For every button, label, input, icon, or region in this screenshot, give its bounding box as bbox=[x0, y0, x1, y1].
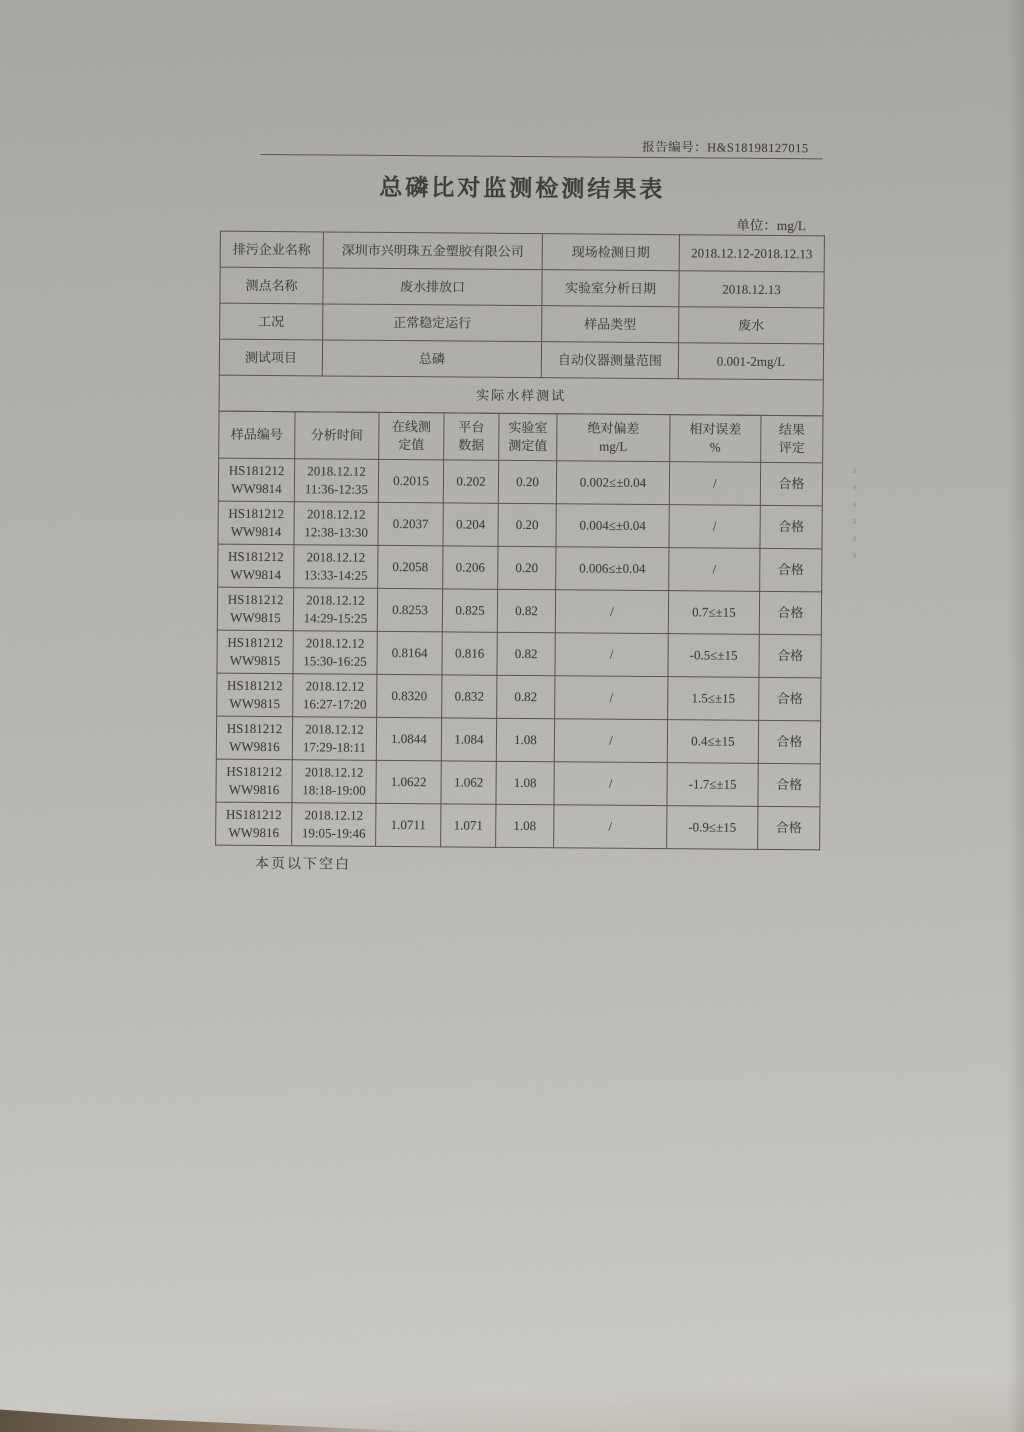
result-cell: -0.5≤±15 bbox=[668, 634, 759, 678]
result-cell: 0.82 bbox=[497, 589, 555, 632]
result-cell: 0.2015 bbox=[378, 459, 443, 503]
result-cell: 合格 bbox=[759, 634, 821, 677]
result-row bbox=[216, 802, 820, 850]
result-row bbox=[216, 759, 820, 807]
result-cell: 0.8164 bbox=[377, 631, 442, 675]
info-label: 排污企业名称 bbox=[220, 231, 323, 268]
result-cell: HS181212 WW9815 bbox=[217, 587, 293, 631]
result-cell: 0.20 bbox=[498, 546, 556, 589]
column-header: 分析时间 bbox=[295, 412, 379, 460]
column-header: 绝对偏差 mg/L bbox=[557, 414, 670, 462]
result-cell: 0.202 bbox=[443, 460, 498, 503]
info-label: 测点名称 bbox=[220, 267, 323, 304]
info-label: 测试项目 bbox=[219, 339, 322, 376]
result-cell: 合格 bbox=[758, 806, 820, 849]
column-header: 实验室 测定值 bbox=[499, 413, 557, 460]
result-row bbox=[218, 458, 822, 506]
result-cell: 0.004≤±0.04 bbox=[556, 504, 669, 548]
result-cell: 0.816 bbox=[442, 632, 497, 675]
info-value: 废水排放口 bbox=[323, 268, 542, 306]
result-cell: 0.002≤±0.04 bbox=[556, 461, 669, 505]
result-cell: 0.2037 bbox=[378, 502, 443, 546]
result-cell: 0.82 bbox=[497, 632, 555, 675]
result-cell: 0.832 bbox=[442, 675, 497, 718]
tables-container bbox=[215, 231, 824, 851]
result-cell: 1.071 bbox=[441, 804, 496, 847]
report-number: H&S18198127015 bbox=[707, 140, 809, 156]
info-label: 样品类型 bbox=[542, 306, 679, 343]
footer-note: 本页以下空白 bbox=[254, 856, 352, 873]
result-cell: 2018.12.12 11:36-12:35 bbox=[294, 459, 378, 503]
results-table bbox=[215, 411, 823, 851]
result-cell: 2018.12.12 15:30-16:25 bbox=[293, 631, 377, 675]
report-number-label: 报告编号： bbox=[642, 139, 708, 155]
result-cell: 2018.12.12 13:33-14:25 bbox=[294, 545, 378, 589]
result-cell: 1.08 bbox=[496, 761, 554, 804]
info-value: 总磷 bbox=[322, 340, 541, 378]
result-cell: 1.0711 bbox=[376, 803, 441, 847]
result-row bbox=[218, 501, 822, 549]
section-band-row bbox=[219, 375, 823, 416]
info-value: 正常稳定运行 bbox=[323, 304, 542, 342]
header-rule bbox=[261, 134, 823, 159]
result-cell: HS181212 WW9815 bbox=[217, 630, 293, 674]
info-label: 自动仪器测量范围 bbox=[541, 342, 678, 379]
unit-label: 单位：mg/L bbox=[736, 217, 807, 234]
result-cell: 0.20 bbox=[498, 460, 556, 503]
result-cell: / bbox=[555, 590, 668, 634]
result-cell: 0.2058 bbox=[378, 545, 443, 589]
column-header: 结果 评定 bbox=[761, 415, 823, 462]
result-cell: / bbox=[555, 633, 668, 677]
result-cell: 0.8320 bbox=[377, 674, 442, 718]
result-cell: 1.0622 bbox=[376, 760, 441, 804]
result-cell: 合格 bbox=[759, 677, 821, 720]
result-cell: 1.08 bbox=[496, 718, 554, 761]
info-label: 实验室分析日期 bbox=[542, 270, 679, 307]
result-cell: -0.9≤±15 bbox=[667, 806, 758, 850]
info-value: 2018.12.12-2018.12.13 bbox=[679, 235, 824, 272]
info-row bbox=[220, 303, 824, 344]
info-value: 2018.12.13 bbox=[679, 271, 824, 308]
results-header-row bbox=[219, 411, 823, 463]
result-cell: 2018.12.12 18:18-19:00 bbox=[292, 760, 376, 804]
result-cell: 0.206 bbox=[443, 546, 498, 589]
info-row bbox=[220, 267, 824, 308]
result-cell: 合格 bbox=[760, 505, 822, 548]
result-cell: 合格 bbox=[759, 591, 821, 634]
result-cell: / bbox=[555, 676, 668, 720]
result-cell: 0.7≤±15 bbox=[668, 591, 759, 635]
result-cell: 0.4≤±15 bbox=[667, 720, 758, 764]
result-row bbox=[217, 673, 821, 721]
result-cell: / bbox=[669, 505, 760, 549]
result-cell: 1.0844 bbox=[376, 717, 441, 761]
result-cell: 0.006≤±0.04 bbox=[556, 547, 669, 591]
result-cell: HS181212 WW9816 bbox=[216, 716, 292, 760]
result-cell: 0.82 bbox=[497, 675, 555, 718]
result-cell: 1.08 bbox=[496, 804, 554, 847]
result-cell: 1.062 bbox=[441, 761, 496, 804]
info-value: 0.001-2mg/L bbox=[678, 343, 823, 380]
results-body bbox=[216, 458, 823, 850]
result-cell: / bbox=[669, 548, 760, 592]
info-value: 废水 bbox=[679, 307, 824, 344]
result-cell: / bbox=[554, 805, 667, 849]
result-cell: 2018.12.12 19:05-19:46 bbox=[292, 803, 376, 847]
result-cell: / bbox=[669, 462, 760, 506]
result-cell: 合格 bbox=[760, 548, 822, 591]
result-cell: HS181212 WW9814 bbox=[218, 458, 294, 502]
column-header: 样品编号 bbox=[219, 411, 295, 459]
column-header: 平台 数据 bbox=[444, 413, 499, 460]
info-value: 深圳市兴明珠五金塑胶有限公司 bbox=[323, 232, 542, 270]
info-row bbox=[219, 339, 823, 380]
result-cell: 合格 bbox=[760, 462, 822, 505]
result-cell: / bbox=[554, 719, 667, 763]
result-cell: HS181212 WW9815 bbox=[217, 673, 293, 717]
result-cell: 2018.12.12 16:27-17:20 bbox=[293, 674, 377, 718]
result-cell: 0.8253 bbox=[377, 588, 442, 632]
photo-edge-shadow bbox=[1008, 0, 1024, 1432]
info-label: 现场检测日期 bbox=[542, 234, 679, 271]
info-row bbox=[220, 231, 824, 272]
result-row bbox=[217, 630, 821, 678]
result-cell: HS181212 WW9816 bbox=[216, 759, 292, 803]
result-cell: 2018.12.12 12:38-13:30 bbox=[294, 502, 378, 546]
result-cell: HS181212 WW9816 bbox=[216, 802, 292, 846]
result-cell: 合格 bbox=[758, 720, 820, 763]
result-cell: 1.084 bbox=[441, 718, 496, 761]
result-cell: HS181212 WW9814 bbox=[218, 501, 294, 545]
page-title: 总磷比对监测检测结果表 bbox=[379, 174, 666, 203]
column-header: 在线测 定值 bbox=[379, 412, 444, 460]
result-cell: 合格 bbox=[758, 763, 820, 806]
result-cell: 2018.12.12 17:29-18:11 bbox=[292, 717, 376, 761]
result-cell: 0.825 bbox=[442, 589, 497, 632]
result-cell: -1.7≤±15 bbox=[667, 763, 758, 807]
result-cell: 2018.12.12 14:29-15:25 bbox=[293, 588, 377, 632]
section-band: 实际水样测试 bbox=[219, 375, 823, 416]
result-cell: 1.5≤±15 bbox=[668, 677, 759, 721]
result-row bbox=[216, 716, 820, 764]
result-cell: 0.204 bbox=[443, 503, 498, 546]
scan-artifact bbox=[853, 468, 856, 560]
column-header: 相对误差 % bbox=[670, 415, 761, 463]
result-cell: / bbox=[554, 762, 667, 806]
result-cell: 0.20 bbox=[498, 503, 556, 546]
info-label: 工况 bbox=[220, 303, 323, 340]
result-row bbox=[218, 544, 822, 592]
info-table bbox=[219, 231, 825, 417]
result-row bbox=[217, 587, 821, 635]
result-cell: HS181212 WW9814 bbox=[218, 544, 294, 588]
